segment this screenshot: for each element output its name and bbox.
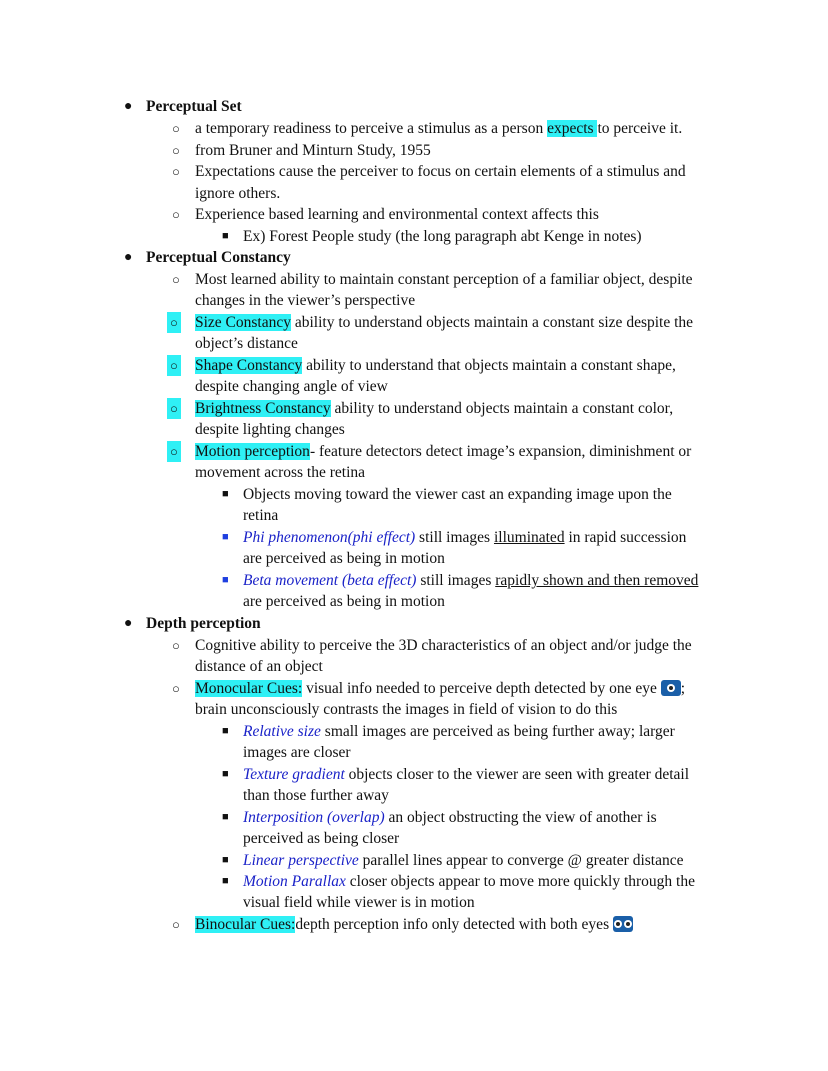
bullet-square: ■ [222, 768, 229, 780]
term: Relative size [243, 723, 321, 740]
highlight: Monocular Cues: [195, 680, 303, 697]
bullet-circle: ○ [167, 312, 181, 333]
list-item: Experience based learning and environmental context affects this [195, 206, 599, 223]
list-item: Phi phenomenon(phi effect) still images illuminated in rapid succession [243, 529, 687, 546]
bullet-circle: ○ [172, 638, 180, 653]
bullet-square: ■ [222, 725, 229, 737]
list-item: Relative size small images are perceived as being further away; larger [243, 723, 675, 740]
term: Texture gradient [243, 766, 345, 783]
list-item-cont: images are closer [243, 744, 351, 761]
list-item: a temporary readiness to perceive a stimulus as a person expects to perceive it. [195, 120, 683, 137]
eyes-emoji-icon [613, 916, 633, 932]
list-item: Monocular Cues: visual info needed to perceive depth detected by one eye ; [195, 680, 686, 697]
bullet-circle: ○ [167, 398, 181, 419]
list-item: Ex) Forest People study (the long paragraph abt Kenge in notes) [243, 228, 642, 245]
list-item-cont: are perceived as being in motion [243, 593, 445, 610]
bullet-circle: ○ [172, 164, 180, 179]
bullet-dot: ● [124, 250, 133, 265]
highlight: expects [547, 120, 598, 137]
bullet-circle: ○ [172, 143, 180, 158]
bullet-square: ■ [222, 230, 229, 242]
heading-perceptual-constancy: Perceptual Constancy [146, 249, 291, 266]
list-item: from Bruner and Minturn Study, 1955 [195, 142, 431, 159]
highlight: Size Constancy [195, 314, 291, 331]
bullet-circle: ○ [172, 207, 180, 222]
list-item-cont: movement across the retina [195, 464, 366, 481]
list-item: Motion Parallax closer objects appear to move more quickly through the [243, 873, 695, 890]
bullet-circle: ○ [167, 355, 181, 376]
heading-depth-perception: Depth perception [146, 615, 261, 632]
eye-emoji-icon [661, 680, 681, 696]
term: Linear perspective [243, 852, 359, 869]
heading-perceptual-set: Perceptual Set [146, 98, 242, 115]
list-item-cont: are perceived as being in motion [243, 550, 445, 567]
bullet-circle: ○ [167, 441, 181, 462]
list-item: Linear perspective parallel lines appear to converge @ greater distance [243, 852, 684, 869]
list-item-cont: perceived as being closer [243, 830, 400, 847]
list-item-cont: ignore others. [195, 185, 281, 202]
list-item: Most learned ability to maintain constant perception of a familiar object, despite [195, 271, 693, 288]
bullet-square: ■ [222, 854, 229, 866]
bullet-circle: ○ [172, 272, 180, 287]
bullet-square: ■ [222, 811, 229, 823]
list-item-cont: brain unconsciously contrasts the images in field of vision to do this [195, 701, 618, 718]
list-item-cont: changes in the viewer’s perspective [195, 292, 416, 309]
list-item: Size Constancy ability to understand objects maintain a constant size despite the [195, 314, 694, 331]
highlight: Binocular Cues: [195, 916, 296, 933]
list-item-cont: distance of an object [195, 658, 323, 675]
list-item: Interposition (overlap) an object obstructing the view of another is [243, 809, 657, 826]
list-item: Texture gradient objects closer to the viewer are seen with greater detail [243, 766, 690, 783]
list-item: Binocular Cues:depth perception info only detected with both eyes [195, 914, 633, 935]
list-item: Shape Constancy ability to understand that objects maintain a constant shape, [195, 357, 676, 374]
term: Phi phenomenon(phi effect) [243, 529, 416, 546]
list-item-cont: despite changing angle of view [195, 378, 388, 395]
bullet-dot: ● [124, 99, 133, 114]
list-item: Objects moving toward the viewer cast an expanding image upon the [243, 486, 672, 503]
highlight: Brightness Constancy [195, 400, 331, 417]
list-item-cont: despite lighting changes [195, 421, 345, 438]
bullet-square: ■ [222, 574, 229, 586]
bullet-circle: ○ [172, 917, 180, 932]
list-item-cont: object’s distance [195, 335, 298, 352]
term: Beta movement (beta effect) [243, 572, 417, 589]
list-item: Beta movement (beta effect) still images rapidly shown and then removed [243, 572, 699, 589]
bullet-square: ■ [222, 488, 229, 500]
list-item-cont: than those further away [243, 787, 389, 804]
list-item-cont: visual field while viewer is in motion [243, 894, 475, 911]
bullet-square: ■ [222, 531, 229, 543]
highlight: Shape Constancy [195, 357, 303, 374]
bullet-circle: ○ [172, 681, 180, 696]
list-item-cont: retina [243, 507, 279, 524]
list-item: Cognitive ability to perceive the 3D characteristics of an object and/or judge the [195, 637, 692, 654]
list-item: Brightness Constancy ability to understand objects maintain a constant color, [195, 400, 674, 417]
list-item: Expectations cause the perceiver to focus on certain elements of a stimulus and [195, 163, 686, 180]
bullet-circle: ○ [172, 121, 180, 136]
term: Interposition (overlap) [243, 809, 385, 826]
bullet-dot: ● [124, 616, 133, 631]
term: Motion Parallax [243, 873, 346, 890]
highlight: Motion perception [195, 443, 310, 460]
list-item: Motion perception- feature detectors detect image’s expansion, diminishment or [195, 443, 692, 460]
bullet-square: ■ [222, 875, 229, 887]
